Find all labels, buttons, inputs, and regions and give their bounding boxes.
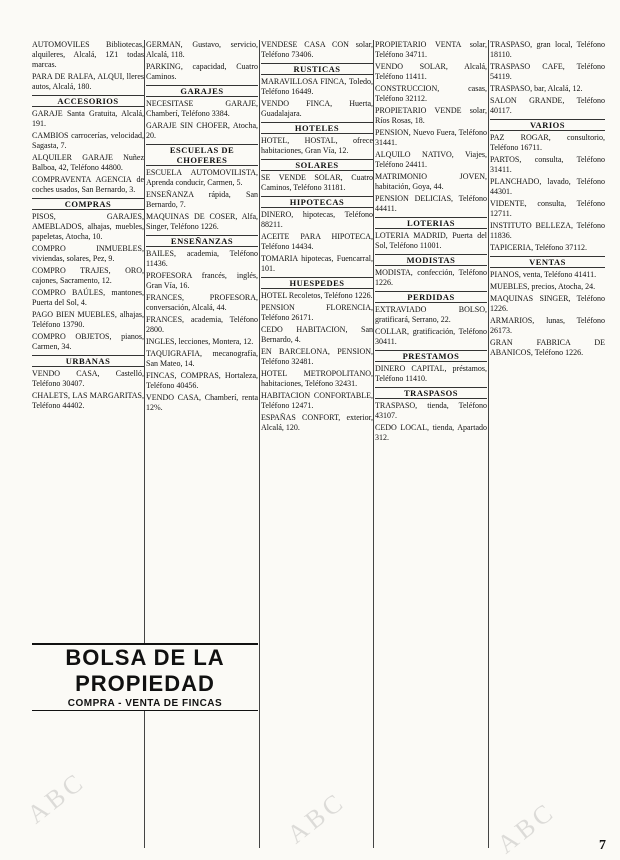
section-heading: HUESPEDES — [261, 277, 373, 289]
classified-ad: VENDO SOLAR, Alcalá, Teléfono 11411. — [375, 62, 487, 81]
classified-ad: CONSTRUCCION, casas, Teléfono 32112. — [375, 84, 487, 103]
column-5 — [490, 40, 605, 848]
classified-ad: CEDO LOCAL, tienda, Apartado 312. — [375, 423, 487, 442]
column-divider — [488, 40, 489, 848]
classified-ad: SALON GRANDE, Teléfono 40117. — [490, 96, 605, 115]
classified-ad: CHALETS, LAS MARGARITAS, Teléfono 44402. — [32, 391, 144, 410]
classified-ad: TRASPASO, tienda, Teléfono 43107. — [375, 401, 487, 420]
section-heading: RUSTICAS — [261, 63, 373, 75]
classified-ad: DINERO, hipotecas, Teléfono 88211. — [261, 210, 373, 229]
classified-ad: GERMAN, Gustavo, servicio, Alcalá, 118. — [146, 40, 258, 59]
column-divider — [373, 40, 374, 848]
classified-ad: GARAJE SIN CHOFER, Atocha, 20. — [146, 121, 258, 140]
classified-ad: PISOS, GARAJES, AMEBLADOS, alhajas, muebles, papeletas, Atocha, 10. — [32, 212, 144, 241]
classified-ad: PAZ ROGAR, consultorio, Teléfono 16711. — [490, 133, 605, 152]
classified-ad: PENSION, Nuevo Fuera, Teléfono 31441. — [375, 128, 487, 147]
classified-ad: TRASPASO CAFE, Teléfono 54119. — [490, 62, 605, 81]
classified-ad: BAILES, academia, Teléfono 11436. — [146, 249, 258, 268]
classified-ad: EXTRAVIADO BOLSO, gratificará, Serrano, 22. — [375, 305, 487, 324]
classified-ad: CAMBIOS carrocerías, velocidad, Sagasta, 7. — [32, 131, 144, 150]
classified-ad: COLLAR, gratificación, Teléfono 30411. — [375, 327, 487, 346]
classified-ad: EN BARCELONA, PENSION, Teléfono 32481. — [261, 347, 373, 366]
classified-ad: MAQUINAS SINGER, Teléfono 1226. — [490, 294, 605, 313]
classified-ad: COMPRO INMUEBLES, viviendas, solares, Pez, 9. — [32, 244, 144, 263]
classified-ad: HOTEL METROPOLITANO, habitaciones, Teléfono 32431. — [261, 369, 373, 388]
section-heading: GARAJES — [146, 85, 258, 97]
classified-ad: SE VENDE SOLAR, Cuatro Caminos, Teléfono 31181. — [261, 173, 373, 192]
classified-ad: PARA DE RALFA, ALQUI, lleres autos, Alcalá, 180. — [32, 72, 144, 91]
classified-ad: TRASPASO, gran local, Teléfono 18110. — [490, 40, 605, 59]
classified-ad: MODISTA, confección, Teléfono 1226. — [375, 268, 487, 287]
classified-ad: LOTERIA MADRID, Puerta del Sol, Teléfono 11001. — [375, 231, 487, 250]
classified-ad: ENSEÑANZA rápida, San Bernardo, 7. — [146, 190, 258, 209]
classified-ad: INGLES, lecciones, Montera, 12. — [146, 337, 254, 346]
column-3 — [261, 40, 373, 848]
section-heading: HIPOTECAS — [261, 196, 373, 208]
section-heading: URBANAS — [32, 355, 144, 367]
classified-ad: GARAJE Santa Gratuita, Alcalá, 191. — [32, 109, 144, 128]
classified-ad: GRAN FABRICA DE ABANICOS, Teléfono 1226. — [490, 338, 605, 357]
section-heading: ESCUELAS DE CHOFERES — [146, 144, 258, 166]
classified-ad: MAQUINAS DE COSER, Alfa, Singer, Teléfono 1226. — [146, 212, 258, 231]
section-heading: SOLARES — [261, 159, 373, 171]
classified-ad: FRANCES, PROFESORA, conversación, Alcalá, 44. — [146, 293, 258, 312]
classified-ad: VENDO CASA, Castelló, Teléfono 30407. — [32, 369, 144, 388]
classified-ad: TOMARIA hipotecas, Fuencarral, 101. — [261, 254, 373, 273]
classified-ad: COMPRO BAÚLES, mantones, Puerta del Sol, 4. — [32, 288, 144, 307]
abc-watermark: ABC — [491, 796, 561, 860]
classified-ad: ALQUILO NATIVO, Viajes, Teléfono 24411. — [375, 150, 487, 169]
classified-ad: PROFESORA francés, inglés, Gran Vía, 16. — [146, 271, 258, 290]
bolsa-propiedad-banner — [32, 643, 258, 711]
section-heading: COMPRAS — [32, 198, 144, 210]
section-heading: ACCESORIOS — [32, 95, 144, 107]
section-heading: PERDIDAS — [375, 291, 487, 303]
page-number: 7 — [599, 838, 606, 853]
abc-watermark: ABC — [281, 786, 351, 850]
column-4 — [375, 40, 487, 848]
classified-ad: HOTEL Recoletos, Teléfono 1226. — [261, 291, 373, 300]
classified-ad: ACEITE PARA HIPOTECA, Teléfono 14434. — [261, 232, 373, 251]
section-heading: PRESTAMOS — [375, 350, 487, 362]
classified-ad: PENSION FLORENCIA, Teléfono 26171. — [261, 303, 373, 322]
section-heading: VENTAS — [490, 256, 605, 268]
classified-ad: HOTEL, HOSTAL, ofrece habitaciones, Gran Vía, 12. — [261, 136, 373, 155]
classified-ad: TAQUIGRAFIA, mecanografía, San Mateo, 14. — [146, 349, 258, 368]
section-heading: VARIOS — [490, 119, 605, 131]
classified-ad: PAGO BIEN MUEBLES, alhajas, Teléfono 13790. — [32, 310, 144, 329]
classified-ad: TRASPASO, bar, Alcalá, 12. — [490, 84, 583, 93]
classified-ad: ALQUILER GARAJE Nuñez Balboa, 42, Teléfono 44800. — [32, 153, 144, 172]
classified-ad: DINERO CAPITAL, préstamos, Teléfono 11410. — [375, 364, 487, 383]
column-2 — [146, 40, 258, 848]
classified-ad: MATRIMONIO JOVEN, habitación, Goya, 44. — [375, 172, 487, 191]
classified-ad: VENDO CASA, Chamberí, renta 12%. — [146, 393, 258, 412]
classified-ad: HABITACION CONFORTABLE, Teléfono 12471. — [261, 391, 373, 410]
classified-ad: PARKING, capacidad, Cuatro Caminos. — [146, 62, 258, 81]
classified-ad: ESPAÑAS CONFORT, exterior, Alcalá, 120. — [261, 413, 373, 432]
section-heading: ENSEÑANZAS — [146, 235, 258, 247]
classified-ad: PARTOS, consulta, Teléfono 31411. — [490, 155, 605, 174]
classified-ad: ESCUELA AUTOMOVILISTA, Aprenda conducir, Carmen, 5. — [146, 168, 258, 187]
classified-ad: COMPRO OBJETOS, pianos, Carmen, 34. — [32, 332, 144, 351]
classified-ad: VIDENTE, consulta, Teléfono 12711. — [490, 199, 605, 218]
section-heading: HOTELES — [261, 122, 373, 134]
classified-ad: ARMARIOS, lunas, Teléfono 26173. — [490, 316, 605, 335]
classified-ad: COMPRAVENTA AGENCIA de coches usados, San Bernardo, 3. — [32, 175, 144, 194]
classified-ad: NECESITASE GARAJE, Chamberí, Teléfono 3384. — [146, 99, 258, 118]
column-divider — [259, 40, 260, 848]
section-heading: MODISTAS — [375, 254, 487, 266]
classified-ad: PLANCHADO, lavado, Teléfono 44301. — [490, 177, 605, 196]
classified-ad: FINCAS, COMPRAS, Hortaleza, Teléfono 40456. — [146, 371, 258, 390]
classified-ad: PROPIETARIO VENDE solar, Ríos Rosas, 18. — [375, 106, 487, 125]
classified-ad: PROPIETARIO VENTA solar, Teléfono 34711. — [375, 40, 487, 59]
classified-ad: PENSION DELICIAS, Teléfono 44411. — [375, 194, 487, 213]
classified-ad: TAPICERIA, Teléfono 37112. — [490, 243, 588, 252]
banner-title: BOLSA DE LA PROPIEDAD — [65, 645, 225, 696]
classified-ad: FRANCES, academia, Teléfono 2800. — [146, 315, 258, 334]
classified-ad: VENDESE CASA CON solar, Teléfono 73406. — [261, 40, 373, 59]
classified-ad: MARAVILLOSA FINCA, Toledo, Teléfono 16449. — [261, 77, 373, 96]
column-1 — [32, 40, 144, 848]
classified-ad: CEDO HABITACION, San Bernardo, 4. — [261, 325, 373, 344]
section-heading: TRASPASOS — [375, 387, 487, 399]
section-heading: LOTERIAS — [375, 217, 487, 229]
banner-subtitle: COMPRA - VENTA DE FINCAS — [67, 698, 223, 709]
column-divider — [144, 40, 145, 848]
abc-watermark: ABC — [21, 766, 91, 830]
classified-ad: COMPRO TRAJES, ORO, cajones, Sacramento, 12. — [32, 266, 144, 285]
classified-ad: INSTITUTO BELLEZA, Teléfono 11836. — [490, 221, 605, 240]
classified-ad: MUEBLES, precios, Atocha, 24. — [490, 282, 596, 291]
classified-ad: PIANOS, venta, Teléfono 41411. — [490, 270, 597, 279]
classified-ad: AUTOMOVILES Bibliotecas, alquileres, Alcalá, 1Z1 todas marcas. — [32, 40, 144, 69]
classified-ad: VENDO FINCA, Huerta, Guadalajara. — [261, 99, 373, 118]
